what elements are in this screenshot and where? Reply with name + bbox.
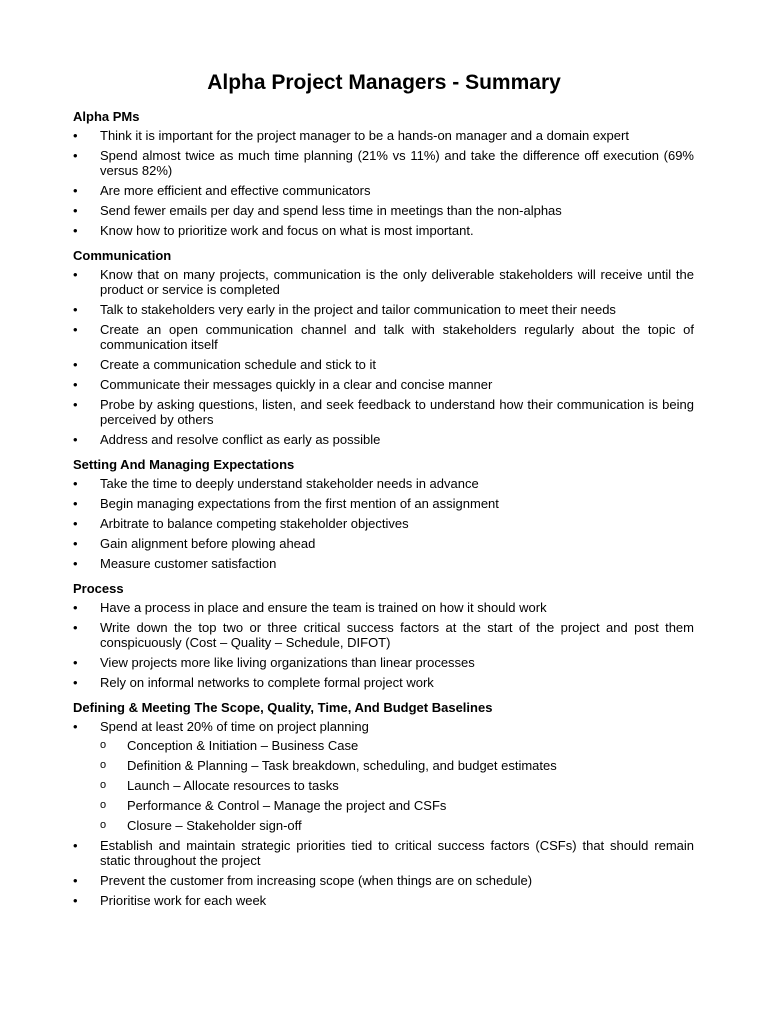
bullet-list: [73, 128, 694, 238]
list-item-text: Create a communication schedule and stick to it: [100, 357, 377, 372]
circle-bullet-icon: o: [100, 799, 107, 811]
bullet-icon: •: [73, 536, 78, 551]
document-body: [73, 108, 694, 917]
list-item: [73, 496, 694, 511]
list-item-text: Send fewer emails per day and spend less time in meetings than the non-alphas: [100, 203, 562, 218]
list-item: [73, 536, 694, 551]
list-item-text: Talk to stakeholders very early in the project and tailor communication to meet their needs: [100, 302, 616, 317]
sub-list-item: [100, 778, 694, 793]
circle-bullet-icon: o: [100, 759, 107, 771]
list-item: [73, 476, 694, 491]
sub-list-item-text: Definition & Planning – Task breakdown, scheduling, and budget estimates: [127, 758, 557, 773]
list-item: [73, 655, 694, 670]
bullet-icon: •: [73, 719, 78, 734]
bullet-icon: •: [73, 148, 78, 163]
section-alpha-pms: [73, 108, 694, 238]
list-item: [73, 148, 694, 178]
list-item: [73, 128, 694, 143]
sub-list-item-text: Conception & Initiation – Business Case: [127, 738, 359, 753]
section-heading: Setting And Managing Expectations: [73, 457, 295, 472]
bullet-icon: •: [73, 675, 78, 690]
list-item-text: Create an open communication channel and talk with stakeholders regularly about the topic of communication itself: [100, 322, 694, 352]
bullet-icon: •: [73, 183, 78, 198]
bullet-list: [73, 600, 694, 690]
bullet-icon: •: [73, 432, 78, 447]
list-item-text: Are more efficient and effective communicators: [100, 183, 371, 198]
bullet-list: [73, 267, 694, 447]
bullet-icon: •: [73, 267, 78, 282]
list-item: [73, 838, 694, 868]
list-item-text: View projects more like living organizations than linear processes: [100, 655, 475, 670]
list-item-text: Prioritise work for each week: [100, 893, 267, 908]
list-item: [73, 893, 694, 908]
bullet-list: [73, 476, 694, 571]
list-item-text: Have a process in place and ensure the team is trained on how it should work: [100, 600, 547, 615]
sub-list: [100, 738, 694, 833]
circle-bullet-icon: o: [100, 739, 107, 751]
list-item-text: Take the time to deeply understand stakeholder needs in advance: [100, 476, 479, 491]
list-item-text: Probe by asking questions, listen, and seek feedback to understand how their communication is being perceived by others: [100, 397, 694, 427]
list-item: [73, 675, 694, 690]
list-item: [73, 377, 694, 392]
bullet-icon: •: [73, 397, 78, 412]
list-item-text: Know that on many projects, communication is the only deliverable stakeholders will receive until the product or service is completed: [100, 267, 694, 297]
page-title: Alpha Project Managers - Summary: [207, 71, 561, 94]
bullet-icon: •: [73, 322, 78, 337]
list-item: [73, 357, 694, 372]
list-item: [73, 432, 694, 447]
list-item: [73, 873, 694, 888]
sub-list-item: [100, 798, 694, 813]
list-item: [73, 397, 694, 427]
circle-bullet-icon: o: [100, 819, 107, 831]
list-item: [73, 223, 694, 238]
list-item-text: Spend almost twice as much time planning (21% vs 11%) and take the difference off execution (69% versus 82%): [100, 148, 694, 178]
bullet-icon: •: [73, 873, 78, 888]
section-process: [73, 580, 694, 690]
list-item: [73, 620, 694, 650]
bullet-icon: •: [73, 223, 78, 238]
list-item: [73, 203, 694, 218]
list-item-text: Write down the top two or three critical success factors at the start of the project and post them conspicuously (Cost – Quality – Schedule, DIFOT): [100, 620, 694, 650]
list-item: [73, 600, 694, 615]
bullet-icon: •: [73, 357, 78, 372]
bullet-icon: •: [73, 302, 78, 317]
list-item: [73, 183, 694, 198]
list-item-text: Gain alignment before plowing ahead: [100, 536, 316, 551]
list-item: [73, 719, 694, 833]
section-setting-expectations: [73, 456, 694, 571]
list-item-text: Measure customer satisfaction: [100, 556, 277, 571]
bullet-icon: •: [73, 893, 78, 908]
list-item-text: Establish and maintain strategic priorities tied to critical success factors (CSFs) that should remain static throughout the project: [100, 838, 694, 868]
bullet-icon: •: [73, 377, 78, 392]
list-item-text: Begin managing expectations from the first mention of an assignment: [100, 496, 499, 511]
bullet-icon: •: [73, 203, 78, 218]
bullet-list: [73, 719, 694, 908]
list-item-text: Rely on informal networks to complete formal project work: [100, 675, 434, 690]
list-item: [73, 302, 694, 317]
list-item-text: Spend at least 20% of time on project planning: [100, 719, 369, 734]
list-item-text: Prevent the customer from increasing scope (when things are on schedule): [100, 873, 533, 888]
circle-bullet-icon: o: [100, 779, 107, 791]
list-item: [73, 516, 694, 531]
list-item: [73, 267, 694, 297]
bullet-icon: •: [73, 838, 78, 853]
section-heading: Process: [73, 581, 124, 596]
bullet-icon: •: [73, 496, 78, 511]
sub-list-item: [100, 818, 694, 833]
section-heading: Defining & Meeting The Scope, Quality, Time, And Budget Baselines: [73, 700, 493, 715]
sub-list-item: [100, 758, 694, 773]
list-item-text: Think it is important for the project manager to be a hands-on manager and a domain expert: [100, 128, 629, 143]
bullet-icon: •: [73, 476, 78, 491]
list-item: [73, 556, 694, 571]
section-heading: Alpha PMs: [73, 109, 140, 124]
section-baselines: [73, 699, 694, 908]
list-item-text: Communicate their messages quickly in a clear and concise manner: [100, 377, 493, 392]
section-heading: Communication: [73, 248, 172, 263]
list-item-text: Know how to prioritize work and focus on what is most important.: [100, 223, 474, 238]
bullet-icon: •: [73, 600, 78, 615]
list-item-text: Arbitrate to balance competing stakeholder objectives: [100, 516, 409, 531]
sub-list-item: [100, 738, 694, 753]
bullet-icon: •: [73, 556, 78, 571]
sub-list-item-text: Closure – Stakeholder sign-off: [127, 818, 302, 833]
sub-list-item-text: Launch – Allocate resources to tasks: [127, 778, 339, 793]
list-item: [73, 322, 694, 352]
list-item-text: Address and resolve conflict as early as possible: [100, 432, 381, 447]
bullet-icon: •: [73, 655, 78, 670]
bullet-icon: •: [73, 128, 78, 143]
bullet-icon: •: [73, 620, 78, 635]
sub-list-item-text: Performance & Control – Manage the project and CSFs: [127, 798, 447, 813]
section-communication: [73, 247, 694, 447]
bullet-icon: •: [73, 516, 78, 531]
